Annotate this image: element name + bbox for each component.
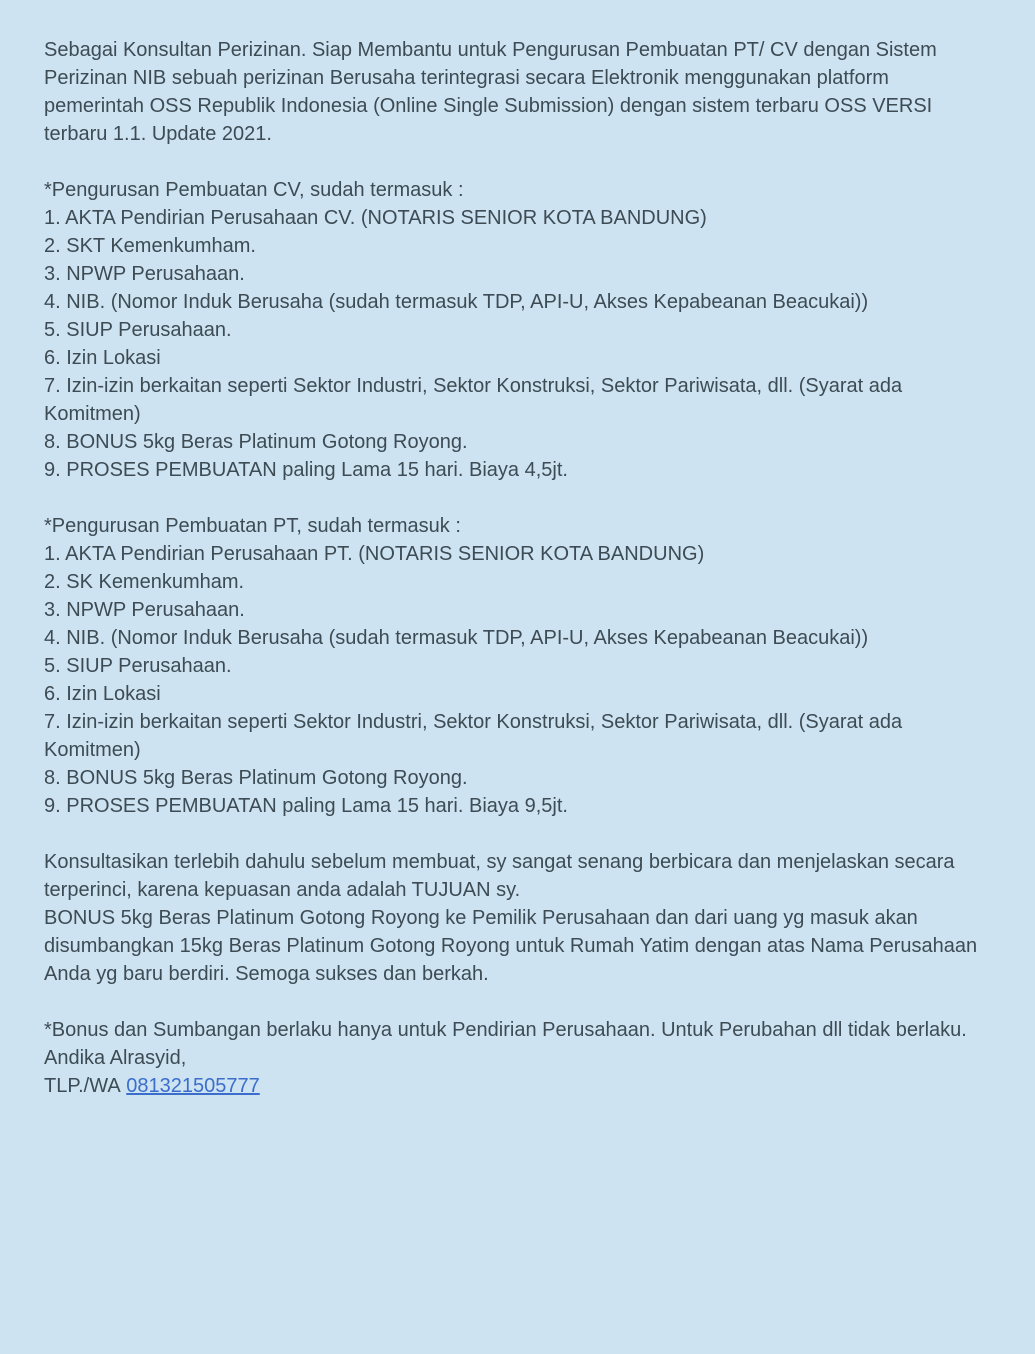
cv-list-item: 1. AKTA Pendirian Perusahaan CV. (NOTARIS SENIOR KOTA BANDUNG) xyxy=(44,207,707,229)
pt-section xyxy=(44,512,990,820)
disclaimer-text: *Bonus dan Sumbangan berlaku hanya untuk Pendirian Perusahaan. Untuk Perubahan dll tidak berlaku. xyxy=(44,1019,967,1041)
intro-paragraph: Sebagai Konsultan Perizinan. Siap Membantu untuk Pengurusan Pembuatan PT/ CV dengan Sistem Perizinan NIB sebuah perizinan Berusaha terintegrasi secara Elektronik menggunakan platform pemerintah OSS Republik Indonesia (Online Single Submission) dengan sistem terbaru OSS VERSI terbaru 1.1. Update 2021. xyxy=(44,39,937,145)
pt-list-item: 2. SK Kemenkumham. xyxy=(44,571,245,593)
bonus-line: BONUS 5kg Beras Platinum Gotong Royong ke Pemilik Perusahaan dan dari uang yg masuk akan disumbangkan 15kg Beras Platinum Gotong Royong untuk Rumah Yatim dengan atas Nama Perusahaan Anda yg baru berdiri. Semoga sukses dan berkah. xyxy=(44,907,978,985)
phone-label: TLP./WA xyxy=(44,1075,121,1097)
pt-list-item: 5. SIUP Perusahaan. xyxy=(44,655,232,677)
pt-list-item: 4. NIB. (Nomor Induk Berusaha (sudah termasuk TDP, API-U, Akses Kepabeanan Beacukai)) xyxy=(44,627,869,649)
pt-section-title: *Pengurusan Pembuatan PT, sudah termasuk : xyxy=(44,515,461,537)
pt-list-item: 6. Izin Lokasi xyxy=(44,683,161,705)
author-name: Andika Alrasyid, xyxy=(44,1047,187,1069)
pt-list-item: 8. BONUS 5kg Beras Platinum Gotong Royong. xyxy=(44,767,468,789)
cv-list-item: 4. NIB. (Nomor Induk Berusaha (sudah termasuk TDP, API-U, Akses Kepabeanan Beacukai)) xyxy=(44,291,869,313)
contact-line xyxy=(44,1072,990,1100)
footer-section xyxy=(44,1016,990,1100)
pt-list-item: 3. NPWP Perusahaan. xyxy=(44,599,245,621)
cv-list-item: 7. Izin-izin berkaitan seperti Sektor Industri, Sektor Konstruksi, Sektor Pariwisata, dll. (Syarat ada Komitmen) xyxy=(44,375,903,425)
cv-list-item: 8. BONUS 5kg Beras Platinum Gotong Royong. xyxy=(44,431,468,453)
consult-paragraph xyxy=(44,848,990,988)
cv-list-item: 9. PROSES PEMBUATAN paling Lama 15 hari. Biaya 4,5jt. xyxy=(44,459,568,481)
consult-line: Konsultasikan terlebih dahulu sebelum membuat, sy sangat senang berbicara dan menjelaskan secara terperinci, karena kepuasan anda adalah TUJUAN sy. xyxy=(44,851,955,901)
cv-list-item: 6. Izin Lokasi xyxy=(44,347,161,369)
cv-list-item: 2. SKT Kemenkumham. xyxy=(44,235,256,257)
cv-section xyxy=(44,176,990,484)
phone-link[interactable]: 081321505777 xyxy=(126,1075,260,1097)
cv-list-item: 5. SIUP Perusahaan. xyxy=(44,319,232,341)
cv-list-item: 3. NPWP Perusahaan. xyxy=(44,263,245,285)
pt-list-item: 9. PROSES PEMBUATAN paling Lama 15 hari. Biaya 9,5jt. xyxy=(44,795,568,817)
cv-section-title: *Pengurusan Pembuatan CV, sudah termasuk : xyxy=(44,179,464,201)
pt-list-item: 1. AKTA Pendirian Perusahaan PT. (NOTARIS SENIOR KOTA BANDUNG) xyxy=(44,543,705,565)
pt-list-item: 7. Izin-izin berkaitan seperti Sektor Industri, Sektor Konstruksi, Sektor Pariwisata, dll. (Syarat ada Komitmen) xyxy=(44,711,903,761)
